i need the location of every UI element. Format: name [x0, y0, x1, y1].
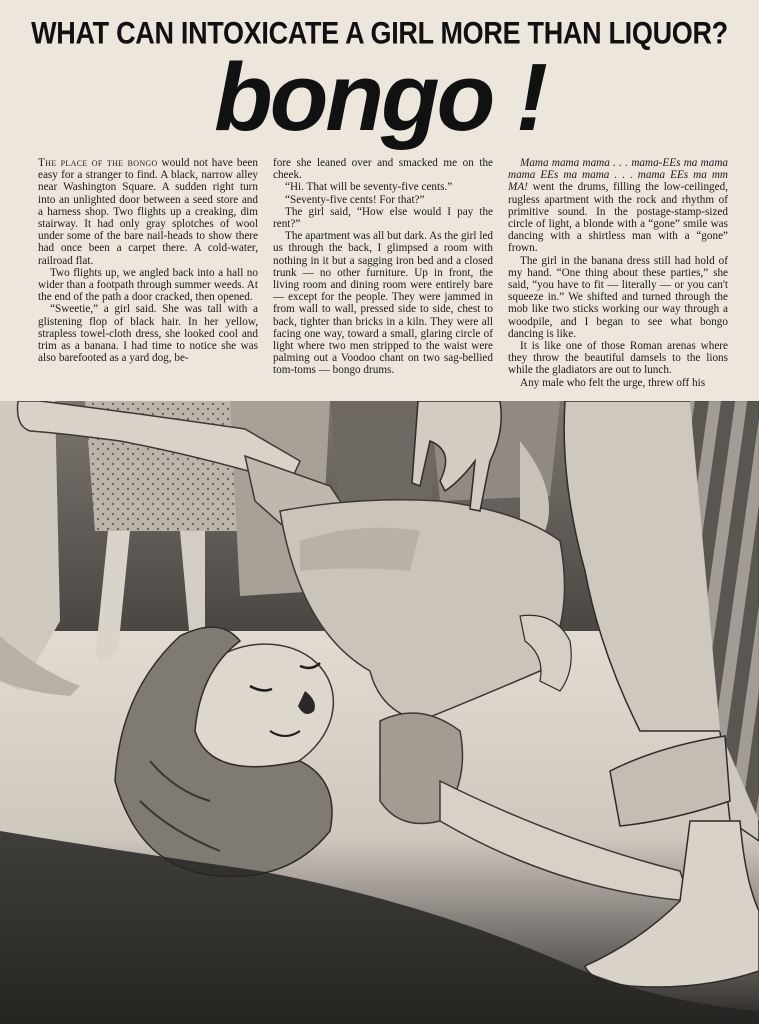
paragraph: It is like one of those Roman arenas where they throw the beautiful damsels to the lions while the gladiators are out to lunch.: [508, 340, 728, 377]
paragraph: The girl in the banana dress still had hold of my hand. “One thing about these parties,” she said, “you have to fit — literally — or you can't squeeze in.” We shifted and turned through the mob like two sticks working our way through a woodpile, and I began to see what bongo dancing is like.: [508, 254, 728, 340]
paragraph: fore she leaned over and smacked me on the cheek.: [273, 157, 493, 182]
drum-chant: Mama mama mama . . . mama-EEs ma mama mama EEs ma mama . . . mama EEs ma mm MA!: [508, 157, 728, 194]
lead-in-smallcaps: The place of the bongo: [38, 157, 158, 169]
paragraph: [508, 157, 728, 255]
paragraph-text: would not have been easy for a stranger to find. A black, narrow alley near Washington Square. A sudden right turn into an unlighted door between a seed store and a harness shop. Two flights up a creaking, dim stairway. It had only gray splotches of wool under some of the bare nail-heads to show there had once been a carpet there. A cold-water, railroad flat.: [38, 157, 258, 267]
kicker-headline: WHAT CAN INTOXICATE A GIRL MORE THAN LIQUOR?: [31, 15, 728, 51]
paragraph: The girl said, “How else would I pay the rent?”: [273, 205, 493, 231]
article-body: [38, 157, 728, 389]
paragraph: The apartment was all but dark. As the girl led us through the back, I glimpsed a room with nothing in it but a sagging iron bed and a closed trunk — no other furniture. Up in front, the living room and dining room were entirely bare — except for the people. They were jammed in from wall to wall, pressed side to side, chest to back, tighter than bricks in a kiln. They were all facing one way, toward a small, glaring circle of light where two men stripped to the waist were palming out a Voodoo chant on two sag-bellied tom-toms — bongo drums.: [273, 230, 493, 377]
paragraph: [38, 157, 258, 267]
paragraph-text: went the drums, filling the low-ceilinged, rugless apartment with the rock and rhythm of primitive sound. In the postage-stamp-sized circle of light, a blonde with a “gone” smile was dancing with a shirtless man with a “gone” frown.: [508, 181, 728, 255]
paragraph: “Seventy-five cents! For that?”: [285, 193, 425, 206]
paragraph: “Hi. That will be seventy-five cents.”: [285, 181, 453, 194]
article-title: bongo !: [214, 44, 545, 151]
dance-illustration: [0, 401, 759, 1024]
text-column-3: [508, 157, 728, 389]
paragraph: Any male who felt the urge, threw off his: [520, 376, 706, 389]
text-column-2: [273, 157, 493, 389]
paragraph: Two flights up, we angled back into a hall no wider than a footpath through summer weeds. At the end of the path a door cracked, then opened.: [38, 266, 258, 304]
text-column-1: [38, 157, 258, 389]
paragraph: “Sweetie,” a girl said. She was tall with a glistening flop of black hair. In her yellow, strapless towel-cloth dress, she looked cool and trim as a banana. I had time to notice she was also barefooted as a yard dog, be-: [38, 303, 258, 365]
